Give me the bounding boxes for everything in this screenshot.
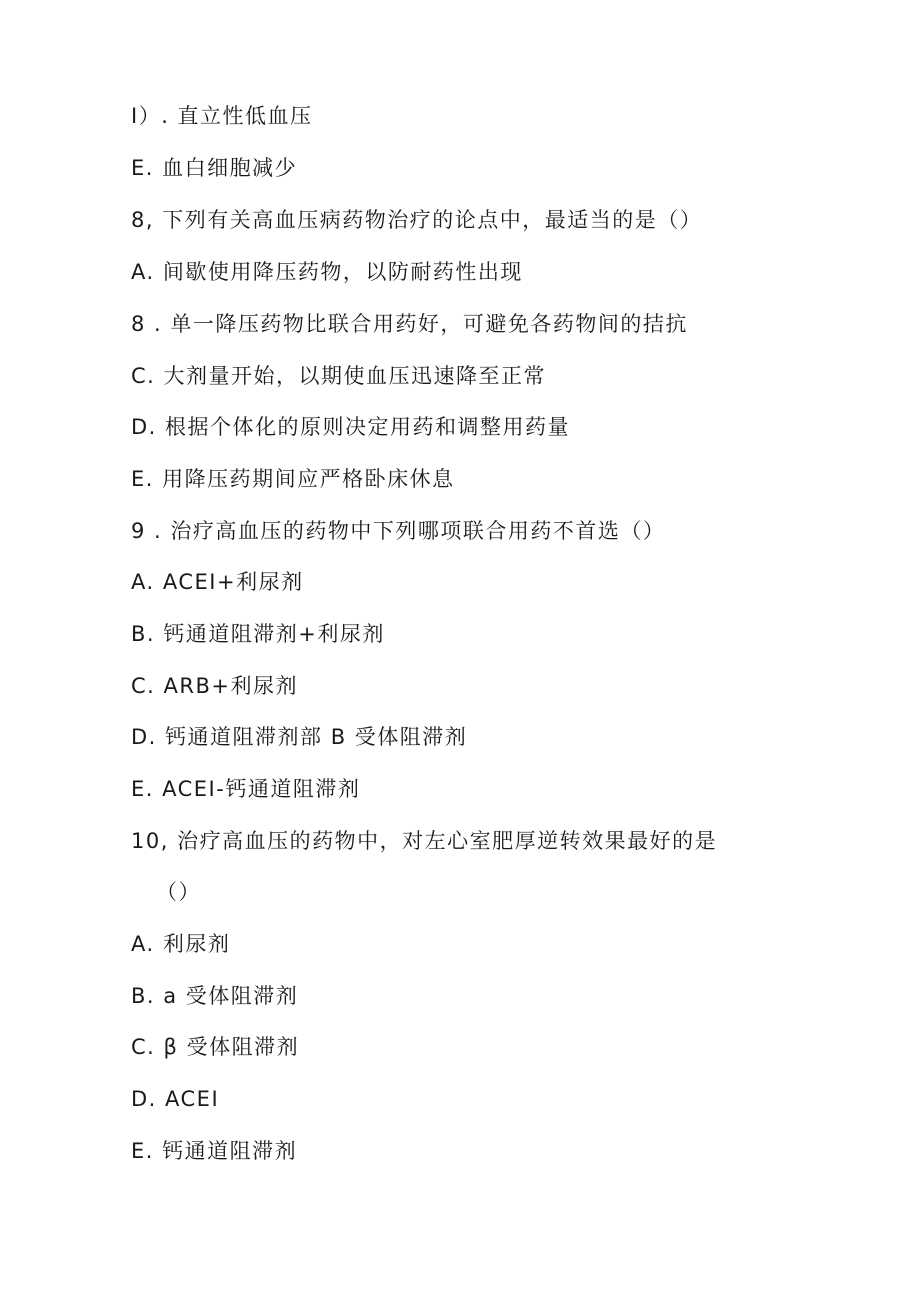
- option-e-q7: E. 血白细胞减少: [131, 156, 298, 180]
- question-10-bracket: （）: [156, 880, 201, 904]
- question-9: 9 . 治疗高血压的药物中下列哪项联合用药不首选（）: [131, 519, 666, 543]
- option-e-q10: E. 钙通道阻滞剂: [131, 1139, 298, 1163]
- option-d-q9: D. 钙通道阻滞剂部 B 受体阻滞剂: [131, 725, 468, 749]
- option-a-q8: A. 间歇使用降压药物，以防耐药性出现: [131, 260, 523, 284]
- option-a-q10: A. 利尿剂: [131, 932, 231, 956]
- question-10: 10, 治疗高血压的药物中，对左心室肥厚逆转效果最好的是: [131, 829, 718, 853]
- option-d-q7: I）. 直立性低血压: [131, 104, 313, 128]
- option-d-q8: D. 根据个体化的原则决定用药和调整用药量: [131, 415, 571, 439]
- option-a-q9: A. ACEI+利尿剂: [131, 570, 304, 594]
- option-d-q10: D. ACEI: [131, 1087, 220, 1111]
- question-8: 8, 下列有关高血压病药物治疗的论点中，最适当的是（）: [131, 208, 703, 232]
- option-c-q8: C. 大剂量开始，以期使血压迅速降至正常: [131, 364, 547, 388]
- option-e-q9: E. ACEI-钙通道阻滞剂: [131, 777, 361, 801]
- option-c-q10: C. β 受体阻滞剂: [131, 1035, 300, 1059]
- option-b-q9: B. 钙通道阻滞剂+利尿剂: [131, 622, 385, 646]
- option-c-q9: C. ARB+利尿剂: [131, 674, 298, 698]
- option-b-q8: 8 . 单一降压药物比联合用药好，可避免各药物间的拮抗: [131, 312, 688, 336]
- option-e-q8: E. 用降压药期间应严格卧床休息: [131, 467, 455, 491]
- option-b-q10: B. a 受体阻滞剂: [131, 984, 299, 1008]
